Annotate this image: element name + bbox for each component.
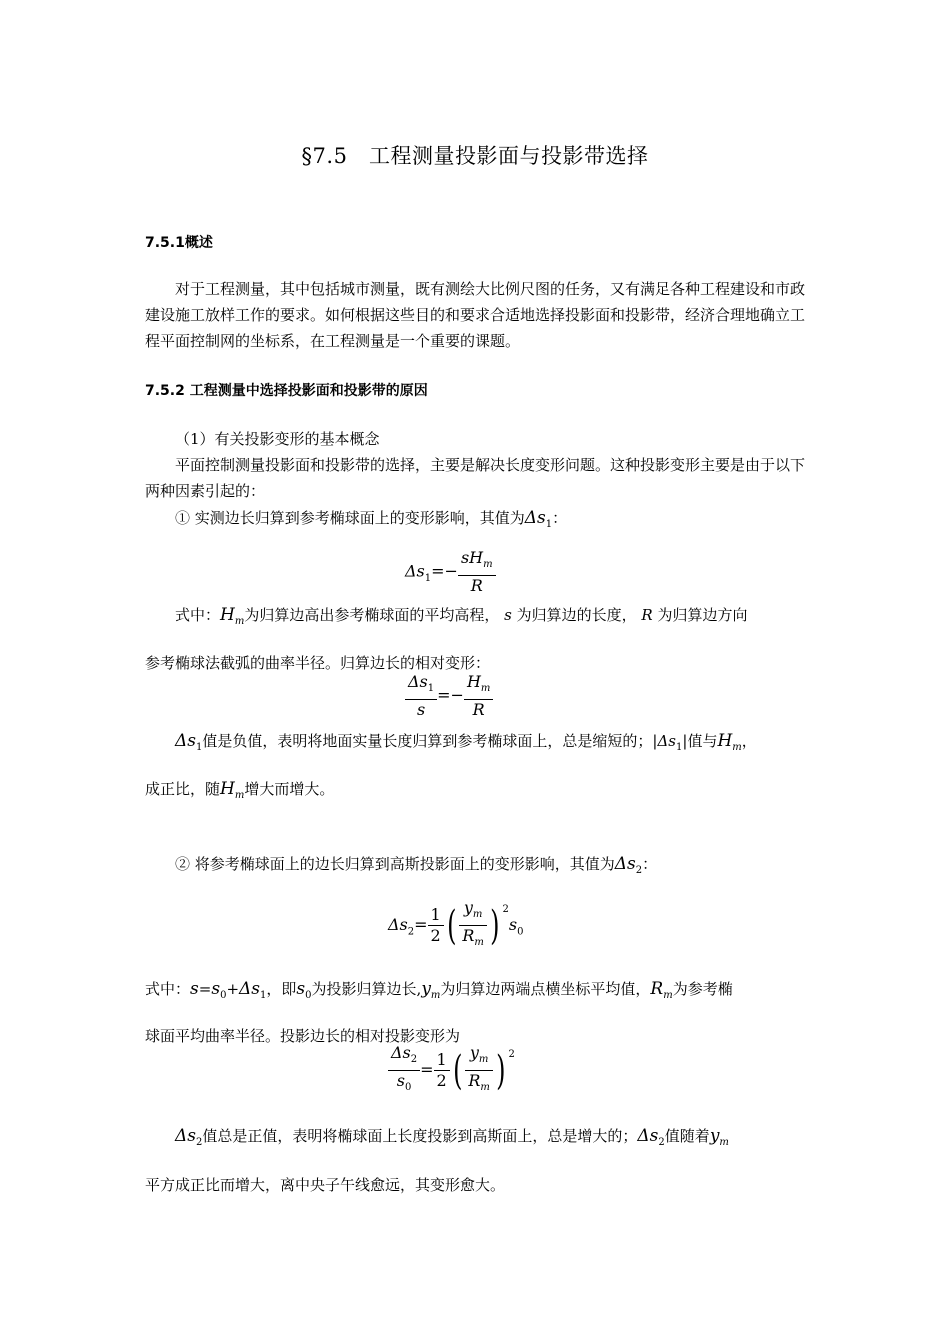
formula-delta-s2: $\Delta s_2=$ $\frac{1}{2}$ ( $\frac{y_m}{R_m}$ ) $^2s_0$ bbox=[388, 898, 524, 949]
item-1-colon: ： bbox=[552, 509, 568, 527]
negative-1-text: $\Delta s_1$值是负值，表明将地面实量长度归算到参考椭球面上，总是缩短的；$|\Delta s_1|$值与$H_m$， bbox=[175, 731, 757, 753]
formula-relative-2: $\frac{\Delta s_2}{s_0}$ = $\frac{1}{2}$ ( $\frac{y_m}{R_m}$ ) $^2$ bbox=[388, 1043, 515, 1098]
formula-delta-s1: $\Delta s_1=-$ $\frac{sH_m}{R}$ bbox=[405, 548, 496, 596]
page-title: §7.5 工程测量投影面与投影带选择 bbox=[301, 144, 649, 168]
where-2-line2: 球面平均曲率半径。投影边长的相对投影变形为 bbox=[145, 1027, 461, 1045]
subsection-heading: （1）有关投影变形的基本概念 bbox=[175, 430, 380, 448]
positive-2-text: $\Delta s_2$值总是正值，表明将椭球面上长度投影到高斯面上，总是增大的；$\Delta s_2$值随着$y_m$ bbox=[175, 1126, 729, 1148]
negative-1-line2: 成正比，随$H_m$增大而增大。 bbox=[145, 779, 335, 801]
section-heading-overview: 7.5.1概述 bbox=[145, 235, 213, 251]
section-heading-reasons: 7.5.2 工程测量中选择投影面和投影带的原因 bbox=[145, 383, 428, 399]
item-2-text: ② 将参考椭球面上的边长归算到高斯投影面上的变形影响，其值为$\Delta s_2$： bbox=[175, 854, 658, 876]
where-1-text: 式中：$H_m$为归算边高出参考椭球面的平均高程， s 为归算边的长度， R 为归算边方向 bbox=[175, 605, 748, 627]
where-1-line2: 参考椭球法截弧的曲率半径。归算边长的相对变形： bbox=[145, 654, 491, 672]
item-1-text: ① 实测边长归算到参考椭球面上的变形影响，其值为$\Delta s_1$： bbox=[175, 508, 568, 530]
positive-2-line2: 平方成正比而增大，离中央子午线愈远，其变形愈大。 bbox=[145, 1176, 506, 1194]
formula-relative-1: $\frac{\Delta s_1}{s}$ =− $\frac{H_m}{R}$ bbox=[405, 672, 493, 720]
intro-paragraph: 平面控制测量投影面和投影带的选择，主要是解决长度变形问题。这种投影变形主要是由于以下两种因素引起的： bbox=[145, 456, 806, 500]
where-2-text: 式中：$s=s_0+\Delta s_1$，即$s_0$为投影归算边长$,y_m$为归算边两端点横坐标平均值，$R_m$为参考椭 bbox=[145, 979, 733, 1001]
overview-paragraph: 对于工程测量，其中包括城市测量，既有测绘大比例尺图的任务，又有满足各种工程建设和市政建设施工放样工作的要求。如何根据这些目的和要求合适地选择投影面和投影带，经济合理地确立工程平面控制网的坐标系，在工程测量是一个重要的课题。 bbox=[145, 280, 806, 350]
item-1-label: ① 实测边长归算到参考椭球面上的变形影响，其值为 bbox=[175, 509, 525, 527]
